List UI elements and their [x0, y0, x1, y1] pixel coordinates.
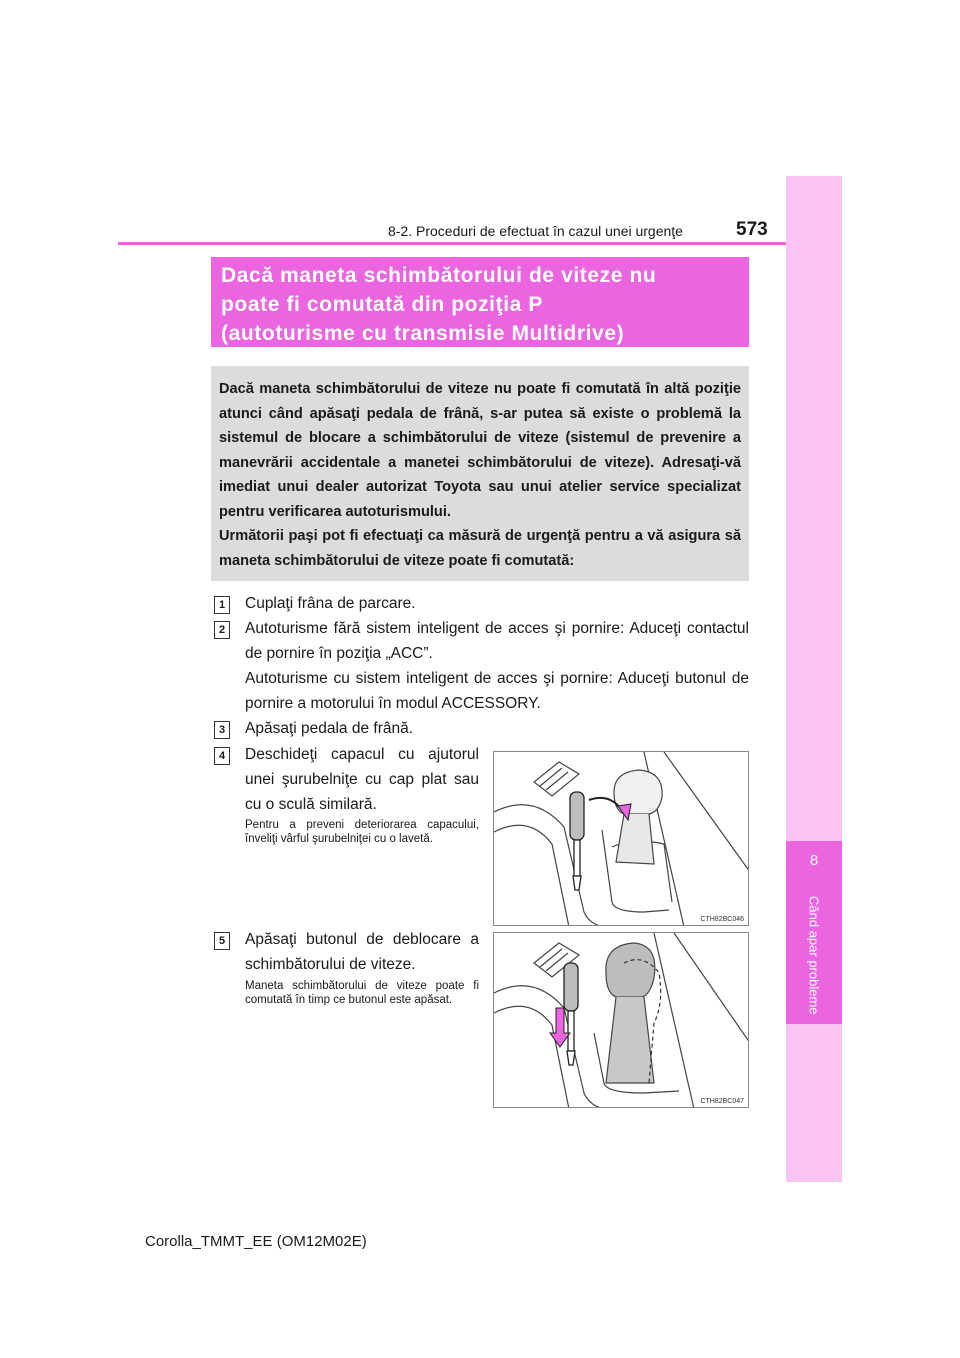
step-text: Autoturisme cu sistem inteligent de acces şi pornire: Aduceţi butonul de pornire a motorului în modul ACCESSORY. — [245, 670, 749, 712]
title-line: poate fi comutată din poziţia P — [221, 293, 543, 316]
step-note: Maneta schimbătorului de viteze poate fi comutată în timp ce butonul este apăsat. — [245, 980, 479, 1006]
chapter-label: Când apar probleme — [806, 895, 822, 1015]
page-number: 573 — [736, 219, 768, 240]
figure-code: CTH82BC047 — [700, 1098, 744, 1105]
figure-code: CTH82BC046 — [700, 916, 744, 923]
step-text: Apăsaţi pedala de frână. — [245, 720, 414, 737]
figure-press-release-button — [493, 932, 749, 1108]
page-title — [211, 257, 749, 347]
step-text: Deschideţi capacul cu ajutorul unei şurubelniţe cu cap plat sau cu o sculă similară. — [245, 746, 479, 813]
step-number: 4 — [214, 747, 230, 765]
title-line: Dacă maneta schimbătorului de viteze nu — [221, 264, 657, 287]
figure-open-cover — [493, 751, 749, 926]
step-note: Pentru a preveni deteriorarea capacului, înveliţi vârful şurubelniţei cu o lavetă. — [245, 819, 479, 845]
title-line: (autoturisme cu transmisie Multidrive) — [221, 322, 625, 345]
sidebar-band — [786, 176, 842, 1182]
step-number: 3 — [214, 721, 230, 739]
step-number: 2 — [214, 621, 230, 639]
section-heading: 8-2. Proceduri de efectuat în cazul unei urgenţe — [388, 223, 683, 239]
intro-paragraph: Următorii paşi pot fi efectuaţi ca măsură de urgenţă pentru a vă asigura să maneta schimbătorului de viteze poate fi comutată: — [219, 528, 741, 569]
intro-paragraph: Dacă maneta schimbătorului de viteze nu poate fi comutată în altă poziţie atunci când apăsaţi pedala de frână, s-ar putea să existe o problemă la sistemul de blocare a schimbătorului de viteze (sistemul de prevenire a manevrării accidentale a manetei schimbătorului de viteze). Adresaţi-vă imediat unui dealer autorizat Toyota sau unui atelier service specializat pentru verificarea autoturismului. — [219, 381, 741, 520]
step-number: 1 — [214, 596, 230, 614]
chapter-number: 8 — [809, 852, 819, 869]
step-number: 5 — [214, 932, 230, 950]
header-rule — [118, 242, 786, 245]
intro-box — [211, 366, 749, 581]
step-text: Apăsaţi butonul de deblocare a schimbătorului de viteze. — [245, 931, 479, 973]
step-text: Cuplaţi frâna de parcare. — [245, 595, 416, 612]
shift-release-illustration — [494, 933, 749, 1108]
footer-model: Corolla_TMMT_EE (OM12M02E) — [145, 1233, 367, 1250]
step-text: Autoturisme fără sistem inteligent de acces şi pornire: Aduceţi contactul de pornire în poziţia „ACC”. — [245, 620, 749, 662]
shift-cover-illustration — [494, 752, 749, 926]
